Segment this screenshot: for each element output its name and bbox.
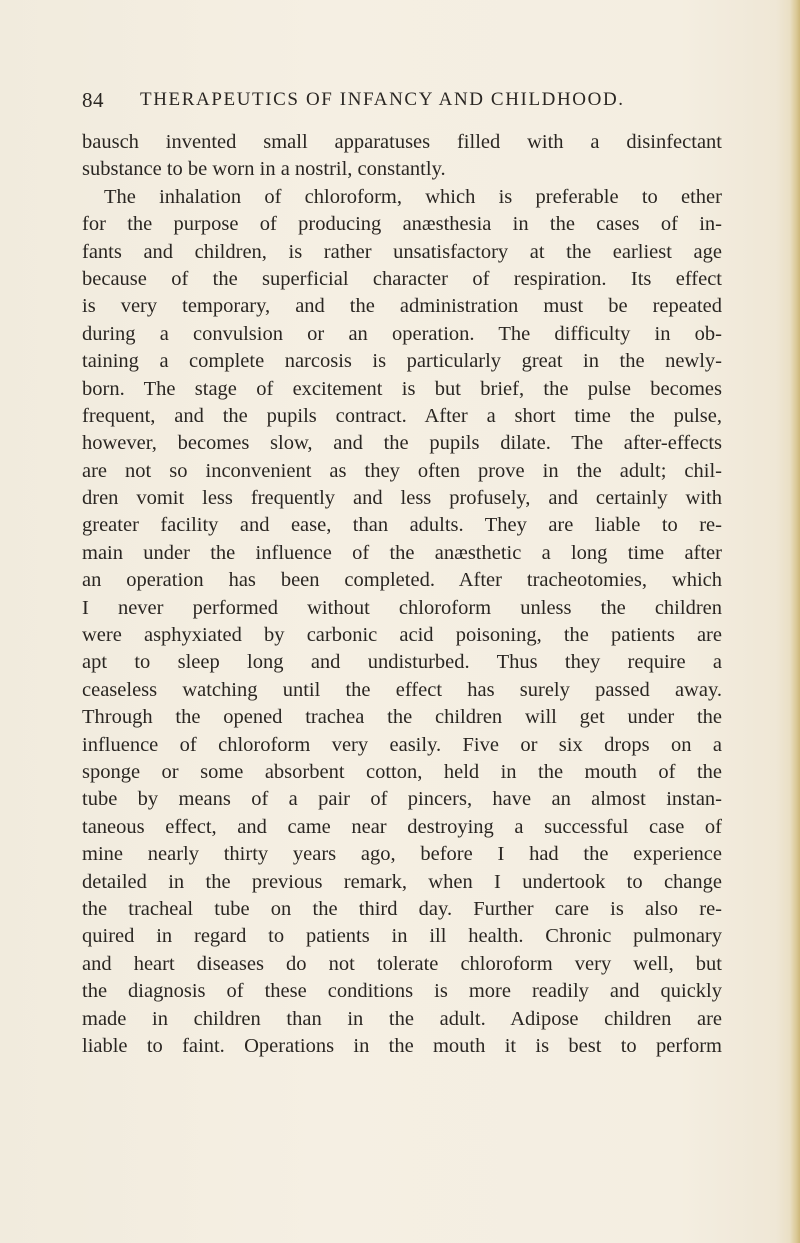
text-line: is very temporary, and the administration must be repeated <box>82 295 722 318</box>
text-line: fants and children, is rather unsatisfactory at the earliest age <box>82 240 722 263</box>
text-line: I never performed without chloroform unless the children <box>82 596 722 619</box>
text-line: the diagnosis of these conditions is more readily and quickly <box>82 980 722 1003</box>
text-line: Through the opened trachea the children will get under the <box>82 706 722 729</box>
text-line: detailed in the previous remark, when I undertook to change <box>82 870 722 893</box>
text-line: were asphyxiated by carbonic acid poisoning, the patients are <box>82 624 722 647</box>
page-number: 84 <box>82 88 104 112</box>
text-line: for the purpose of producing anæsthesia in the cases of in- <box>82 213 722 236</box>
text-line: mine nearly thirty years ago, before I had the experience <box>82 843 722 866</box>
page-header <box>82 88 722 112</box>
text-line: liable to faint. Operations in the mouth it is best to perform <box>82 1034 722 1057</box>
text-line: during a convulsion or an operation. The difficulty in ob- <box>82 322 722 345</box>
text-line: taneous effect, and came near destroying a successful case of <box>82 815 722 838</box>
text-line: frequent, and the pupils contract. After a short time the pulse, <box>82 404 722 427</box>
text-line: main under the influence of the anæsthetic a long time after <box>82 541 722 564</box>
text-line: quired in regard to patients in ill health. Chronic pulmonary <box>82 925 722 948</box>
text-line: influence of chloroform very easily. Five or six drops on a <box>82 733 722 756</box>
text-line: taining a complete narcosis is particularly great in the newly- <box>82 350 722 373</box>
text-line: tube by means of a pair of pincers, have an almost instan- <box>82 788 722 811</box>
text-line: are not so inconvenient as they often prove in the adult; chil- <box>82 459 722 482</box>
text-line: dren vomit less frequently and less profusely, and certainly with <box>82 487 722 510</box>
text-line: made in children than in the adult. Adipose children are <box>82 1007 722 1030</box>
running-title: THERAPEUTICS OF INFANCY AND CHILDHOOD. <box>140 89 625 110</box>
text-line: apt to sleep long and undisturbed. Thus they require a <box>82 651 722 674</box>
page-edge-shadow <box>790 0 800 1243</box>
text-line: however, becomes slow, and the pupils dilate. The after-effects <box>82 432 722 455</box>
text-line: the tracheal tube on the third day. Further care is also re- <box>82 897 722 920</box>
text-line: because of the superficial character of respiration. Its effect <box>82 267 722 290</box>
text-line: and heart diseases do not tolerate chloroform very well, but <box>82 952 722 975</box>
text-line: substance to be worn in a nostril, constantly. <box>82 158 446 181</box>
text-line: born. The stage of excitement is but brief, the pulse becomes <box>82 377 722 400</box>
text-line: an operation has been completed. After tracheotomies, which <box>82 569 722 592</box>
text-line: ceaseless watching until the effect has surely passed away. <box>82 678 722 701</box>
body-text <box>82 129 722 1060</box>
text-line: sponge or some absorbent cotton, held in the mouth of the <box>82 760 722 783</box>
text-line: bausch invented small apparatuses filled with a disinfectant <box>82 131 722 153</box>
text-line: greater facility and ease, than adults. They are liable to re- <box>82 514 722 537</box>
text-line: The inhalation of chloroform, which is preferable to ether <box>104 185 722 208</box>
